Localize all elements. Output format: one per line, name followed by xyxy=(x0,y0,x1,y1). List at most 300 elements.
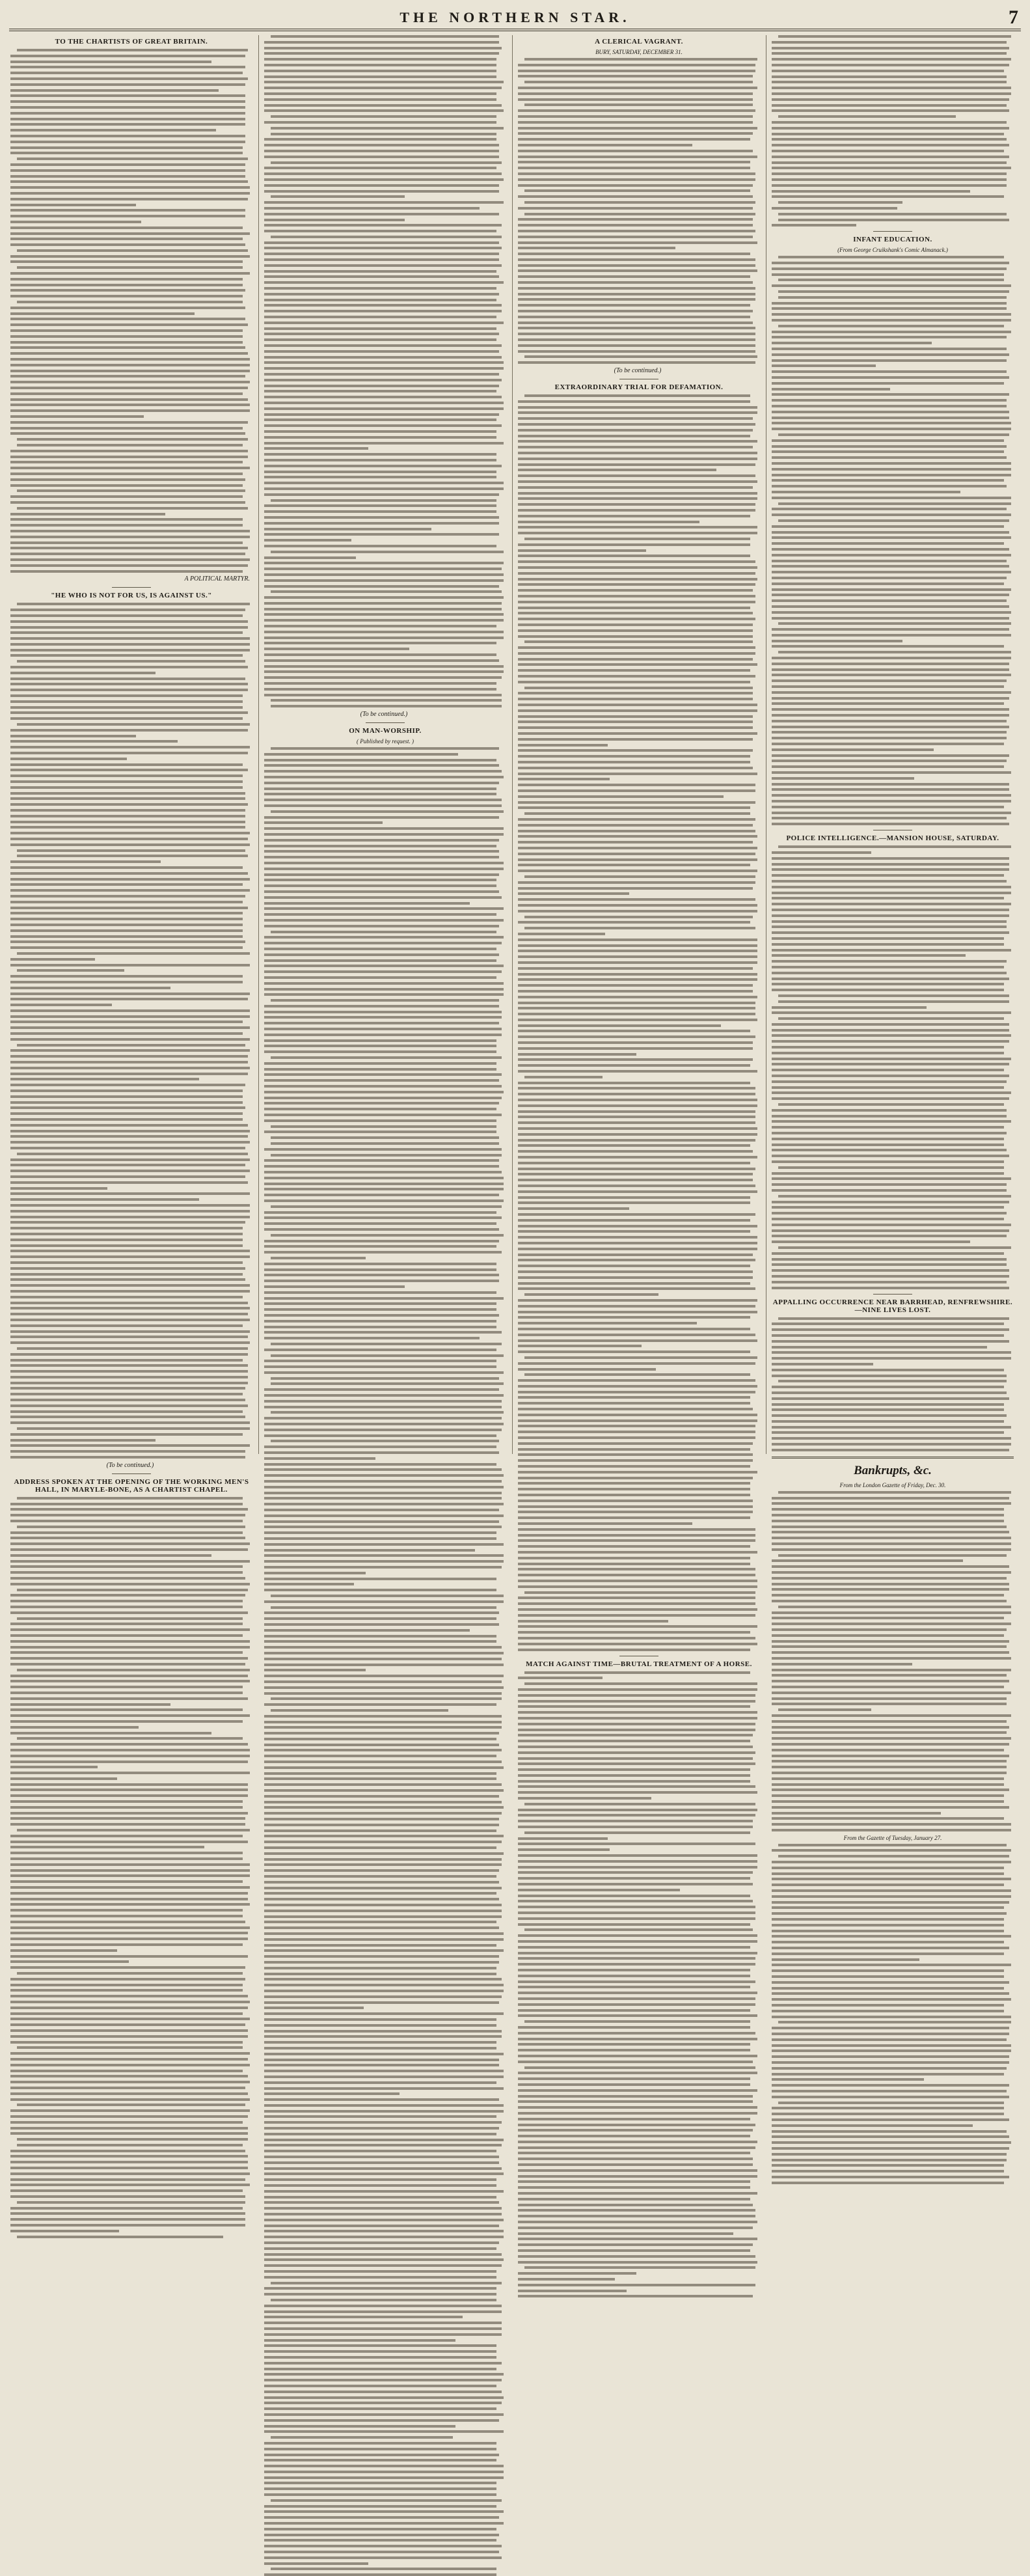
text-line xyxy=(772,336,1007,338)
text-line xyxy=(772,161,1007,164)
text-line xyxy=(264,224,502,226)
text-line xyxy=(518,1837,608,1840)
text-line xyxy=(264,1211,496,1214)
text-line xyxy=(518,967,753,970)
text-line xyxy=(264,1875,496,1878)
text-line xyxy=(518,635,753,638)
text-line xyxy=(10,1542,250,1545)
text-line xyxy=(264,1726,502,1729)
text-line xyxy=(271,931,496,933)
text-line xyxy=(518,1287,755,1290)
text-line xyxy=(10,243,245,246)
text-line xyxy=(10,2092,248,2095)
text-line xyxy=(264,327,496,330)
text-line xyxy=(518,1402,750,1404)
text-line xyxy=(772,1975,1004,1978)
text-line xyxy=(778,1195,1011,1198)
text-line xyxy=(518,446,753,448)
text-line xyxy=(518,663,757,666)
text-line xyxy=(17,1526,245,1528)
text-line xyxy=(518,858,757,861)
text-line xyxy=(772,1755,1009,1757)
text-line xyxy=(264,350,499,353)
text-line xyxy=(271,161,502,164)
text-line xyxy=(264,304,502,307)
text-line xyxy=(271,999,499,1002)
text-line xyxy=(264,1858,502,1861)
text-line xyxy=(772,800,1011,802)
text-line xyxy=(778,519,1009,522)
text-line xyxy=(772,75,1007,78)
text-line xyxy=(264,1777,496,1780)
text-line xyxy=(778,502,1011,505)
text-line xyxy=(772,364,876,367)
text-line xyxy=(10,1158,250,1161)
text-line xyxy=(518,1345,642,1347)
text-line xyxy=(264,839,499,842)
text-line xyxy=(518,1185,755,1187)
text-line xyxy=(778,2102,1004,2104)
text-line xyxy=(10,1692,243,1694)
text-line xyxy=(772,886,1011,888)
text-line xyxy=(772,1132,1007,1134)
text-line xyxy=(10,215,245,217)
text-line xyxy=(772,376,1009,379)
text-line xyxy=(264,1073,502,1076)
text-line xyxy=(518,1168,755,1170)
text-line xyxy=(264,2493,496,2496)
text-line xyxy=(518,1809,757,1811)
text-line xyxy=(10,198,248,200)
text-line xyxy=(264,1291,496,1294)
text-line xyxy=(264,64,496,66)
text-line xyxy=(10,672,156,674)
text-line xyxy=(264,2270,496,2273)
text-line xyxy=(264,58,496,61)
text-line xyxy=(518,2077,750,2080)
text-line xyxy=(10,1628,250,1631)
text-line xyxy=(10,141,245,143)
text-line xyxy=(772,388,890,391)
continued-note: (To be continued.) xyxy=(614,367,662,375)
text-line xyxy=(271,1709,448,1712)
text-line xyxy=(772,1692,1011,1694)
text-line xyxy=(772,2038,1007,2041)
text-line xyxy=(772,1680,1009,1682)
text-line xyxy=(264,1680,502,1683)
text-line xyxy=(10,221,141,223)
text-line xyxy=(264,1165,499,1168)
text-line xyxy=(264,2258,504,2261)
text-line xyxy=(772,417,1009,419)
text-line xyxy=(264,1801,502,1803)
text-line xyxy=(264,2167,502,2170)
text-line xyxy=(264,2276,496,2279)
text-line xyxy=(518,1757,753,1760)
text-line xyxy=(518,1854,757,1857)
text-line xyxy=(264,539,351,541)
text-line xyxy=(518,2061,753,2063)
text-line xyxy=(518,1906,755,1908)
text-line xyxy=(264,1503,504,1505)
text-line xyxy=(518,1785,755,1788)
text-line xyxy=(17,2144,243,2146)
text-line xyxy=(264,1898,499,1900)
text-line xyxy=(518,1002,755,1004)
text-line xyxy=(271,1154,502,1157)
text-line xyxy=(518,161,750,163)
text-line xyxy=(524,640,753,643)
text-line xyxy=(518,2232,733,2235)
text-line xyxy=(518,1774,750,1777)
text-line xyxy=(518,218,753,221)
section-rule xyxy=(772,1457,1014,1459)
text-line xyxy=(264,1423,504,1425)
text-line xyxy=(518,1070,757,1073)
text-line xyxy=(772,184,1007,187)
text-line xyxy=(264,201,504,204)
text-line xyxy=(264,1755,496,1757)
text-line xyxy=(518,1019,757,1021)
text-line xyxy=(772,548,1009,551)
text-line xyxy=(518,1500,753,1502)
text-line xyxy=(772,1697,1007,1700)
text-line xyxy=(10,553,245,555)
text-line xyxy=(264,804,502,807)
text-line xyxy=(264,1846,496,1849)
text-line xyxy=(772,474,1011,476)
text-line xyxy=(772,760,1007,762)
text-line xyxy=(772,817,1007,819)
text-line xyxy=(264,562,504,564)
text-line xyxy=(518,253,750,255)
text-line xyxy=(264,1486,504,1488)
text-line xyxy=(518,2295,753,2297)
text-line xyxy=(17,2201,245,2204)
text-line xyxy=(10,1324,243,1327)
text-line xyxy=(10,1989,243,1992)
text-line xyxy=(264,1703,496,1706)
text-line xyxy=(518,652,755,655)
text-line xyxy=(518,2243,753,2246)
text-line xyxy=(264,2556,502,2559)
text-line xyxy=(10,1421,250,1424)
text-line xyxy=(264,2098,499,2101)
article-heading: INFANT EDUCATION. xyxy=(853,236,932,244)
text-line xyxy=(10,387,248,389)
text-line xyxy=(518,2135,750,2137)
text-line xyxy=(10,1531,243,1534)
text-line xyxy=(518,435,750,437)
text-line xyxy=(17,660,245,663)
text-line xyxy=(772,1269,1009,1272)
text-line xyxy=(772,897,1004,899)
text-line xyxy=(10,1112,243,1115)
text-line xyxy=(264,2379,502,2381)
text-line xyxy=(271,1056,502,1059)
text-line xyxy=(518,1242,757,1244)
text-line xyxy=(518,2118,750,2120)
text-line xyxy=(772,783,1009,786)
text-line xyxy=(264,568,502,570)
text-line xyxy=(264,982,504,985)
text-line xyxy=(17,301,243,303)
text-line xyxy=(17,489,245,492)
text-line xyxy=(10,1067,250,1069)
text-line xyxy=(772,2118,1009,2121)
text-line xyxy=(518,1677,603,1679)
text-line xyxy=(10,1106,245,1109)
text-line xyxy=(518,778,610,780)
text-line xyxy=(772,2113,1004,2115)
text-line xyxy=(772,1794,1004,1797)
text-line xyxy=(10,2012,243,2015)
text-line xyxy=(264,465,502,467)
text-line xyxy=(10,1135,248,1138)
text-line xyxy=(772,2016,1011,2018)
text-line xyxy=(10,226,243,229)
text-line xyxy=(518,247,675,249)
text-line xyxy=(10,370,250,372)
text-line xyxy=(518,675,755,678)
text-line xyxy=(10,1577,245,1580)
text-line xyxy=(524,189,750,192)
text-line xyxy=(518,990,753,993)
text-line xyxy=(518,1225,757,1227)
article-body xyxy=(772,35,1014,226)
text-line xyxy=(10,2207,243,2210)
text-line xyxy=(524,1682,757,1685)
text-line xyxy=(264,407,504,410)
text-line xyxy=(10,1410,243,1413)
text-line xyxy=(264,2448,496,2450)
text-line xyxy=(10,129,216,131)
text-line xyxy=(264,1463,496,1466)
text-line xyxy=(264,1921,496,1923)
text-line xyxy=(518,1963,755,1966)
text-line xyxy=(518,184,753,187)
text-line xyxy=(518,1259,755,1261)
text-line xyxy=(772,2090,1007,2092)
text-line xyxy=(10,1915,243,1917)
text-line xyxy=(264,2327,502,2330)
text-line xyxy=(17,2236,223,2238)
text-line xyxy=(772,582,1004,585)
text-line xyxy=(772,1829,1011,1831)
text-line xyxy=(518,1213,755,1216)
text-line xyxy=(518,1866,757,1869)
text-line xyxy=(772,2033,1009,2035)
text-line xyxy=(772,571,1011,573)
text-line xyxy=(10,295,243,297)
text-line xyxy=(264,430,496,433)
text-line xyxy=(264,799,502,801)
text-line xyxy=(264,150,499,152)
text-line xyxy=(264,1400,502,1403)
text-line xyxy=(10,1164,245,1166)
text-line xyxy=(10,1267,245,1270)
text-line xyxy=(264,2516,499,2519)
text-line xyxy=(10,1416,245,1418)
text-line xyxy=(10,547,248,549)
text-line xyxy=(518,2124,755,2126)
article-body xyxy=(518,394,760,1651)
text-line xyxy=(518,1156,757,1158)
text-line xyxy=(10,186,250,189)
text-line xyxy=(772,560,1007,562)
text-line xyxy=(10,1124,248,1127)
text-line xyxy=(264,573,504,576)
article-heading: EXTRAORDINARY TRIAL FOR DEFAMATION. xyxy=(554,383,724,392)
text-line xyxy=(772,2067,1007,2070)
text-line xyxy=(264,942,502,944)
article-heading: "HE WHO IS NOT FOR US, IS AGAINST US." xyxy=(51,592,212,600)
text-line xyxy=(10,2087,245,2089)
text-line xyxy=(10,1204,250,1207)
text-line xyxy=(518,2100,753,2103)
text-line xyxy=(264,190,499,193)
text-line xyxy=(264,1949,504,1952)
text-line xyxy=(518,1711,757,1714)
text-line xyxy=(518,230,755,232)
text-line xyxy=(518,361,755,364)
text-line xyxy=(17,2138,248,2141)
text-line xyxy=(778,201,902,204)
text-line xyxy=(518,2221,757,2223)
text-line xyxy=(264,579,504,582)
text-line xyxy=(264,2487,496,2490)
text-line xyxy=(772,1023,1009,1026)
text-line xyxy=(518,692,753,694)
text-line xyxy=(772,1559,963,1562)
text-line xyxy=(10,912,243,914)
text-line xyxy=(772,1788,1009,1791)
text-line xyxy=(10,1061,248,1063)
text-line xyxy=(772,1443,1011,1446)
text-line xyxy=(264,670,504,673)
text-line xyxy=(17,1589,248,1591)
text-line xyxy=(772,605,1009,608)
text-line xyxy=(518,1305,755,1308)
text-line xyxy=(17,444,243,446)
text-line xyxy=(264,1331,502,1334)
text-line xyxy=(772,1328,1009,1331)
text-line xyxy=(10,763,243,766)
text-line xyxy=(778,1000,1009,1003)
text-line xyxy=(264,1492,502,1494)
text-line xyxy=(772,1884,1004,1886)
text-line xyxy=(10,1800,243,1803)
text-line xyxy=(264,87,502,89)
text-line xyxy=(518,1379,755,1382)
text-line xyxy=(264,1068,496,1071)
text-line xyxy=(772,1617,1004,1619)
text-line xyxy=(778,213,1007,215)
text-line xyxy=(518,715,753,718)
text-line xyxy=(10,1663,245,1665)
text-line xyxy=(264,1640,496,1643)
text-line xyxy=(518,1116,755,1118)
text-line xyxy=(10,1565,243,1568)
text-line xyxy=(772,708,1009,711)
text-line xyxy=(264,385,499,387)
text-line xyxy=(772,313,1011,316)
text-line xyxy=(264,776,504,778)
text-line xyxy=(10,1657,248,1660)
text-line xyxy=(10,2195,245,2198)
text-line xyxy=(10,1032,243,1035)
text-line xyxy=(518,492,757,495)
text-line xyxy=(518,1780,750,1783)
text-line xyxy=(772,370,1007,373)
text-line xyxy=(772,1720,1007,1723)
text-line xyxy=(10,1594,245,1596)
text-line xyxy=(271,499,496,502)
text-line xyxy=(772,428,1011,430)
text-line xyxy=(264,1623,499,1626)
text-line xyxy=(10,1181,248,1184)
text-line xyxy=(10,1675,248,1677)
text-line xyxy=(518,658,753,661)
text-line xyxy=(10,832,250,834)
text-line xyxy=(17,1497,243,1500)
article-body xyxy=(772,256,1014,825)
text-line xyxy=(264,2454,499,2456)
text-line xyxy=(10,1387,245,1390)
text-line xyxy=(518,830,755,832)
text-line xyxy=(264,936,504,939)
text-line xyxy=(518,1551,757,1554)
text-line xyxy=(264,1108,496,1110)
text-line xyxy=(772,1861,1011,1863)
text-line xyxy=(264,1783,502,1786)
text-line xyxy=(772,1731,1007,1734)
text-line xyxy=(10,123,245,126)
text-line xyxy=(10,769,248,771)
text-line xyxy=(772,284,1011,287)
text-line xyxy=(518,698,753,700)
text-line xyxy=(264,2368,496,2370)
text-line xyxy=(518,973,757,976)
text-line xyxy=(264,659,499,662)
text-line xyxy=(264,2407,496,2410)
text-line xyxy=(10,935,243,938)
text-line xyxy=(10,135,245,137)
text-line xyxy=(10,786,243,789)
text-line xyxy=(772,1322,1004,1325)
text-line xyxy=(264,1812,502,1815)
text-line xyxy=(264,2207,502,2210)
text-line xyxy=(264,545,496,547)
text-line xyxy=(10,1313,248,1315)
text-line xyxy=(10,278,243,281)
text-line xyxy=(10,541,243,544)
text-line xyxy=(518,853,755,855)
text-line xyxy=(772,1177,1011,1180)
text-line xyxy=(10,289,245,292)
text-line xyxy=(264,2041,496,2044)
text-line xyxy=(10,1433,243,1436)
text-line xyxy=(772,224,856,226)
text-line xyxy=(518,578,757,581)
text-line xyxy=(772,823,1009,825)
text-line xyxy=(17,1737,243,1740)
text-line xyxy=(271,195,405,198)
text-line xyxy=(772,989,1004,991)
text-line xyxy=(772,1408,1004,1411)
text-line xyxy=(10,2029,248,2032)
text-line xyxy=(518,1127,757,1130)
